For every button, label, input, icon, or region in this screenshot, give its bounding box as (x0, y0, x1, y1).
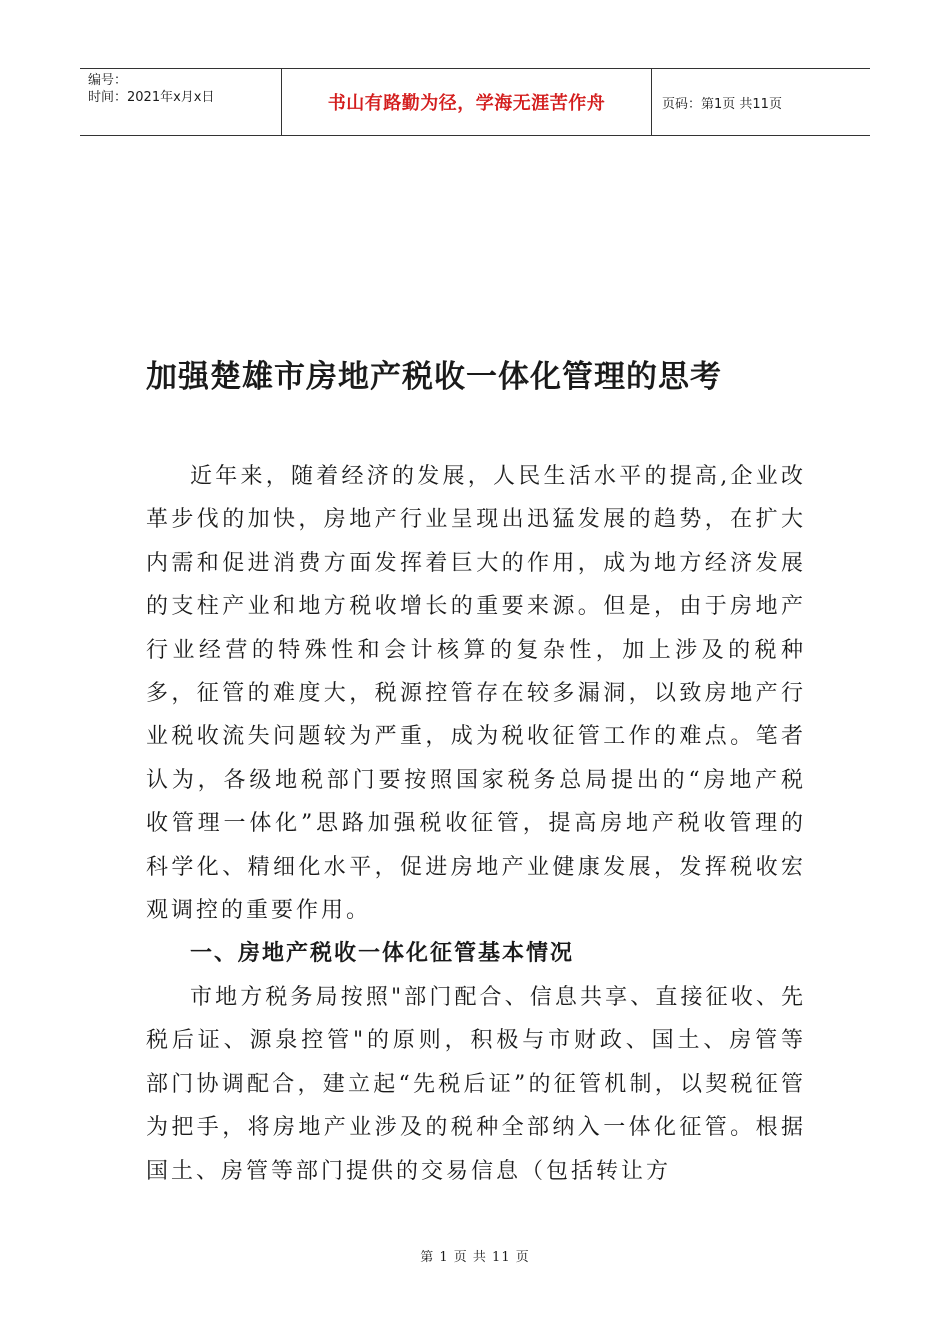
header-motto: 书山有路勤为径，学海无涯苦作舟 (282, 69, 652, 135)
document-title: 加强楚雄市房地产税收一体化管理的思考 (146, 359, 722, 395)
body-paragraph: 市地方税务局按照"部门配合、信息共享、直接征收、先税后证、源泉控管"的原则，积极与市财政、国土、房管等部门协调配合，建立起“先税后证”的征管机制，以契税征管为把手，将房地产业涉及的税种全部纳入一体化征管。根据国土、房管等部门提供的交易信息（包括转让方 (146, 984, 806, 1184)
number-label: 编号： (88, 73, 128, 88)
page-footer: 第 1 页 共 11 页 (420, 1250, 530, 1265)
time-label: 时间：2021年x月x日 (88, 90, 215, 105)
document-body (146, 455, 806, 1193)
body-paragraph: 近年来，随着经济的发展，人民生活水平的提高,企业改革步伐的加快，房地产行业呈现出迅猛发展的趋势，在扩大内需和促进消费方面发挥着巨大的作用，成为地方经济发展的支柱产业和地方税收增长的重要来源。但是，由于房地产行业经营的特殊性和会计核算的复杂性，加上涉及的税种多，征管的难度大，税源控管存在较多漏洞，以致房地产行业税收流失问题较为严重，成为税收征管工作的难点。笔者认为，各级地税部门要按照国家税务总局提出的“房地产税收管理一体化”思路加强税收征管，提高房地产税收管理的科学化、精细化水平，促进房地产业健康发展，发挥税收宏观调控的重要作用。 (146, 464, 806, 924)
header-page-code: 页码：第1页 共11页 (662, 96, 782, 112)
section-heading: 一、房地产税收一体化征管基本情况 (190, 940, 575, 967)
header-meta-cell (80, 69, 282, 135)
document-header (80, 68, 870, 136)
